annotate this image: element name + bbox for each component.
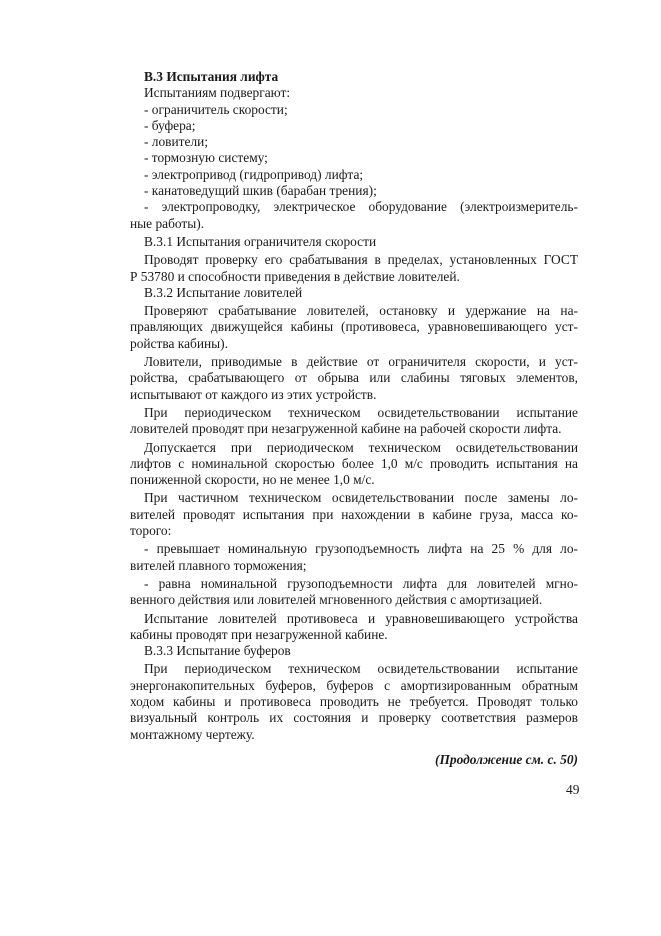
paragraph-line: венного действия или ловителей мгновенного действия с амортизацией. [130,592,543,608]
subsection-heading: В.3.1 Испытания ограничителя скорости [144,233,377,249]
list-item: - ограничитель скорости; [144,101,288,117]
paragraph-line: - равна номинальной грузоподъемности лифта для ловителей мгно- [144,575,578,591]
text-block [130,69,578,768]
paragraph-line: При частичном техническом освидетельствовании после замены ло- [144,490,578,506]
paragraph-line: кабины проводят при незагруженной кабине. [130,626,388,642]
section-heading: В.3 Испытания лифта [144,69,279,84]
list-item: - ловители; [144,134,209,150]
paragraph-line: визуальный контроль их состояния и проверку соответствия размеров [130,710,578,726]
subsection-heading: В.3.3 Испытание буферов [144,643,291,659]
paragraph-line: Проводят проверку его срабатывания в пределах, установленных ГОСТ [144,252,578,268]
paragraph-line: вителей плавного торможения; [130,557,307,573]
paragraph-line: Ловители, приводимые в действие от ограничителя скорости, и уст- [144,354,578,370]
paragraph-line: торого: [130,523,172,539]
paragraph-line: энергонакопительных буферов, буферов с амортизированным обратным [130,677,578,693]
paragraph-line: монтажному чертежу. [130,726,255,742]
paragraph-line: ройства, срабатывающего от обрыва или слабины тяговых элементов, [130,370,578,386]
paragraph-line: Допускается при периодическом техническом освидетельствовании [144,439,578,455]
paragraph-line: При периодическом техническом освидетельствовании испытание [144,661,578,677]
list-item: - буфера; [144,117,196,133]
list-item: - электропривод (гидропривод) лифта; [144,166,364,182]
list-item: - канатоведущий шкив (барабан трения); [144,183,377,199]
paragraph-line: пониженной скорости, но не менее 1,0 м/с. [130,472,375,488]
paragraph-line: ходом кабины и противовеса проводить не требуется. Проводят только [130,693,578,709]
paragraph-line: лифтов с номинальной скоростью более 1,0 м/с проводить испытания на [130,455,578,471]
paragraph-line: Р 53780 и способности приведения в действие ловителей. [130,268,460,284]
list-item-continuation: ные работы). [130,215,205,231]
paragraph-line: правляющих движущейся кабины (противовеса, уравновешивающего уст- [130,319,578,335]
list-item: - тормозную систему; [144,150,268,166]
paragraph-line: испытывают от каждого из этих устройств. [130,386,377,402]
page-number: 49 [566,782,580,797]
paragraph-line: Проверяют срабатывание ловителей, остановку и удержание на на- [144,303,578,319]
paragraph-line: При периодическом техническом освидетельствовании испытание [144,404,578,420]
list-item: - электропроводку, электрическое оборудование (электроизмеритель- [144,199,578,215]
continuation-note: (Продолжение см. с. 50) [435,751,578,767]
paragraph-line: Испытание ловителей противовеса и уравновешивающего устройства [144,610,578,626]
subsection-heading: В.3.2 Испытание ловителей [144,284,303,300]
paragraph-line: - превышает номинальную грузоподъемность лифта на 25 % для ло- [144,541,578,557]
intro-line: Испытаниям подвергают: [144,85,291,101]
paragraph-line: ловителей проводят при незагруженной кабине на рабочей скорости лифта. [130,421,562,437]
paragraph-line: ройства кабины). [130,335,228,351]
paragraph-line: вителей проводят испытания при нахождении в кабине груза, масса ко- [130,506,578,522]
